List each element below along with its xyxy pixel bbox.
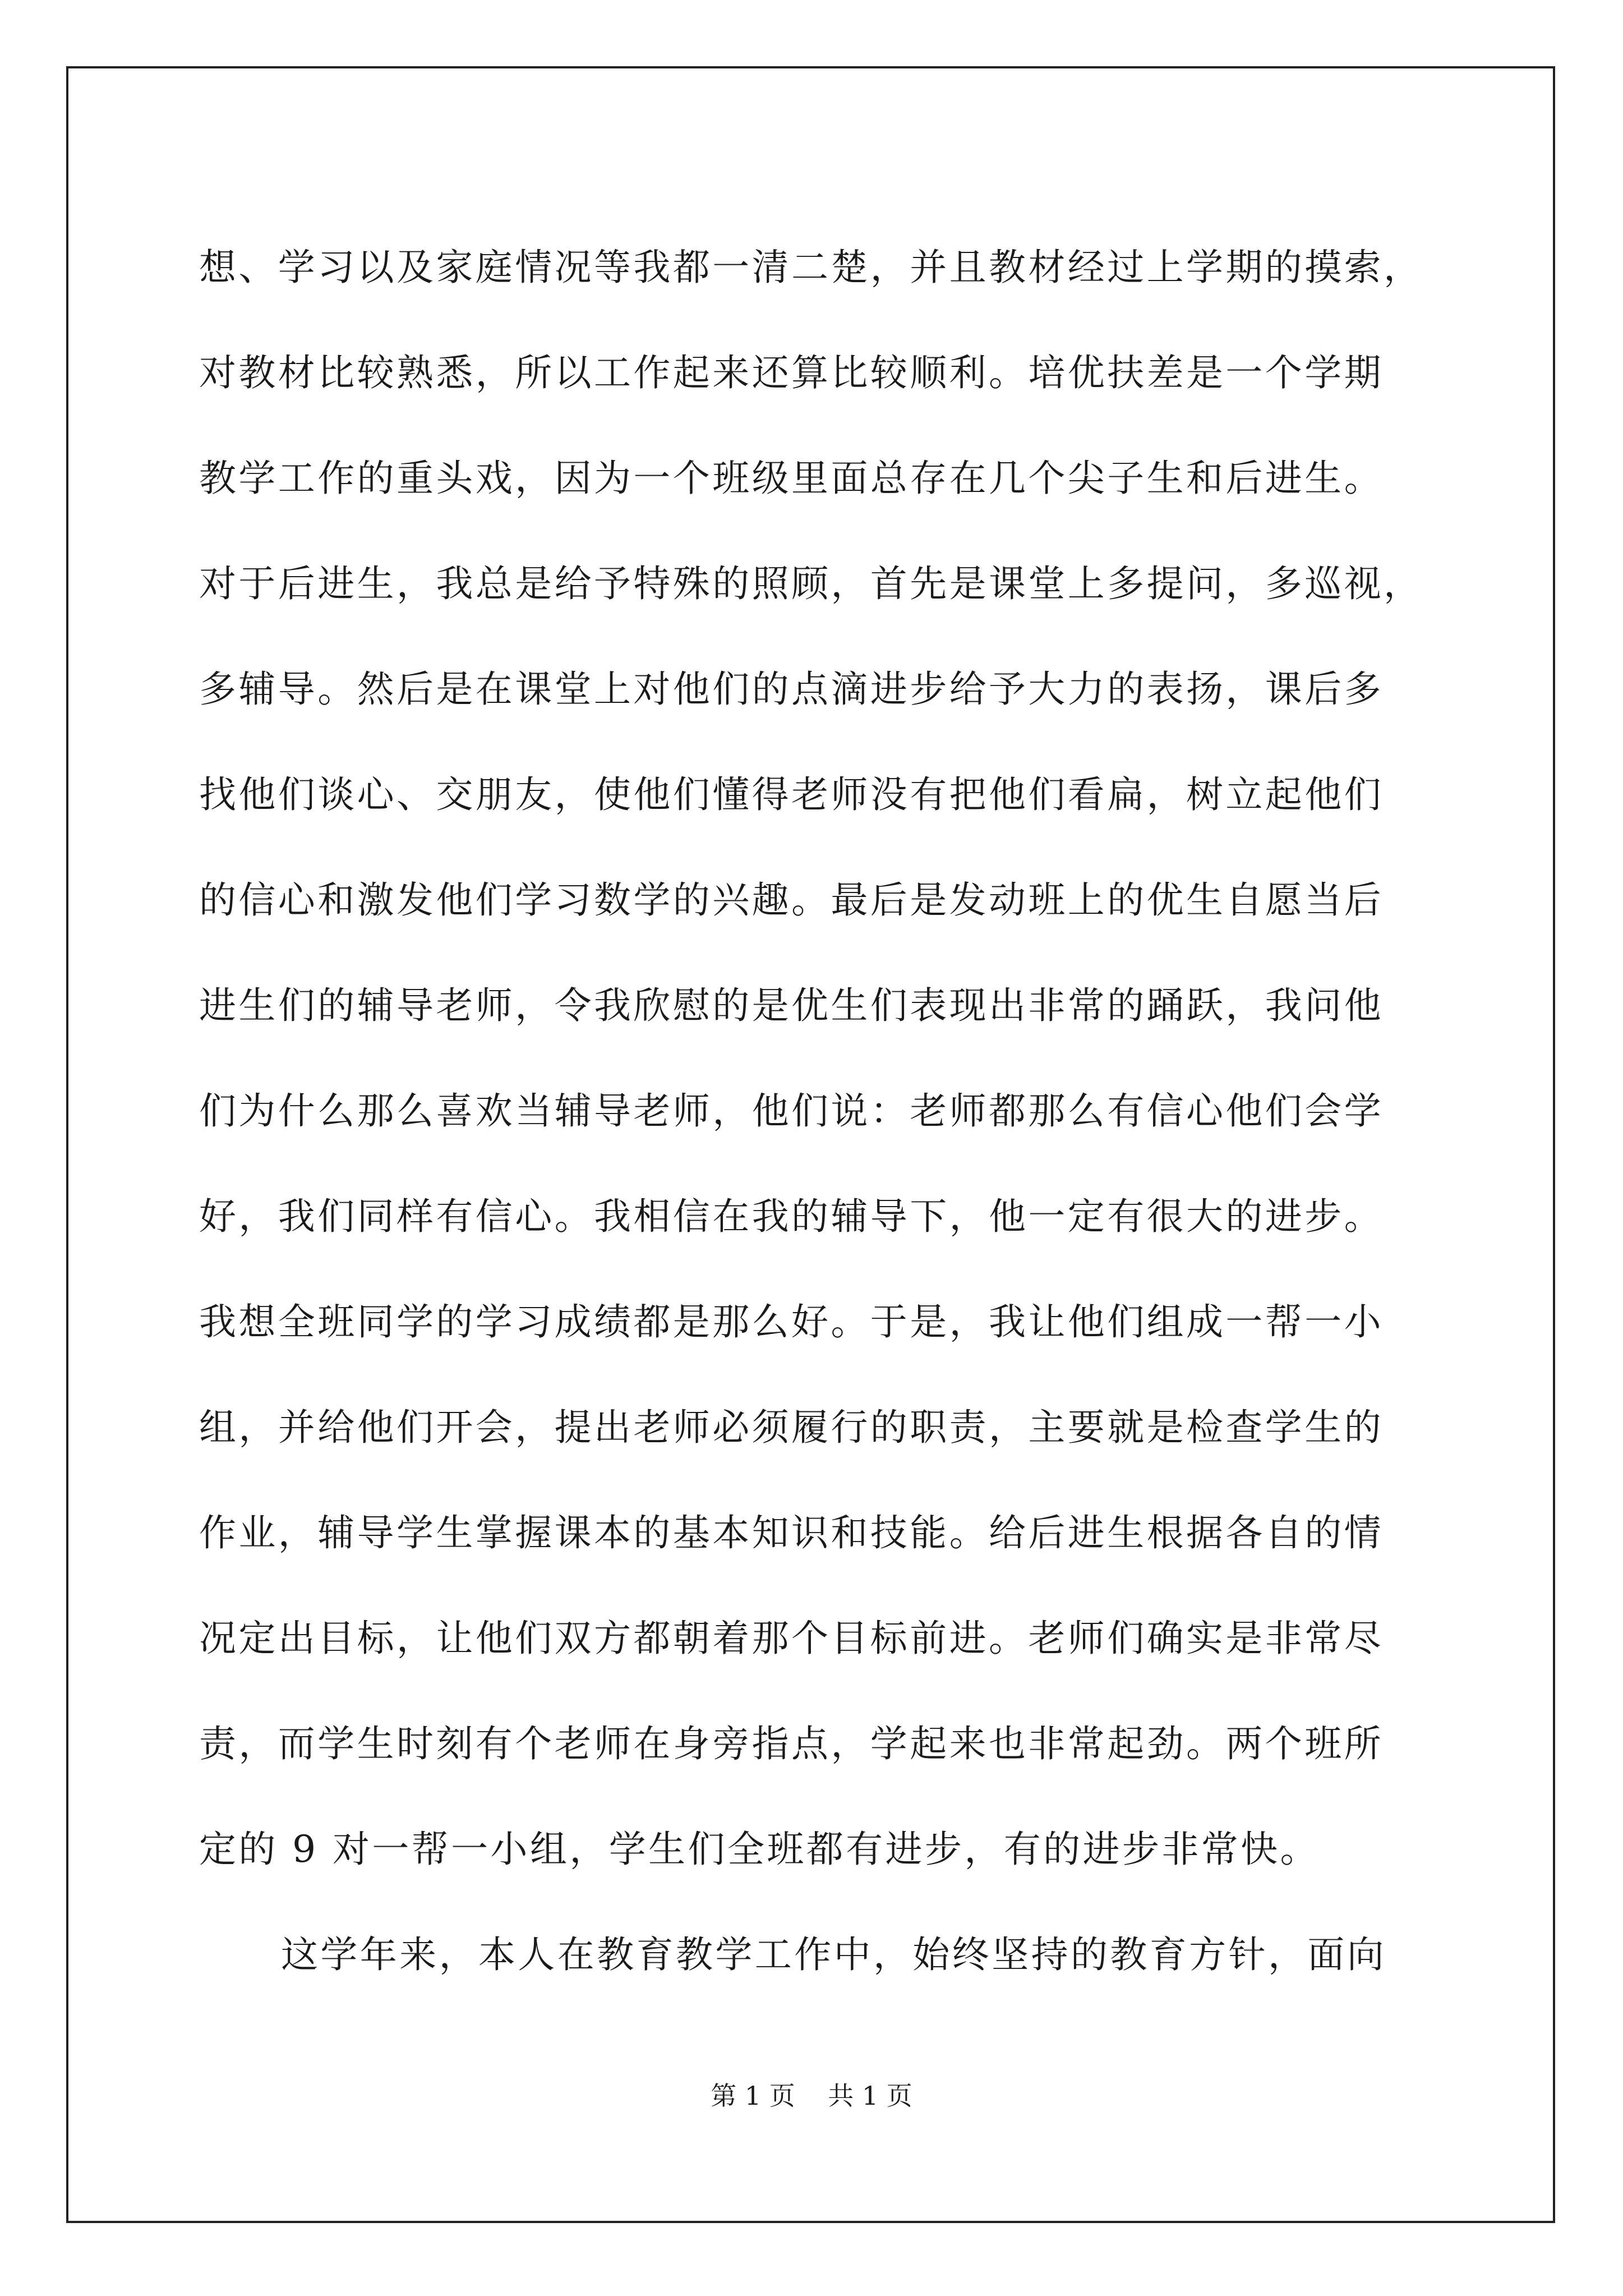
page-number-footer: 第 1 页 共 1 页: [711, 2081, 912, 2111]
text-line: 对教材比较熟悉，所以工作起来还算比较顺利。培优扶差是一个学期: [199, 351, 1384, 394]
text-line: 责，而学生时刻有个老师在身旁指点，学起来也非常起劲。两个班所: [199, 1722, 1384, 1765]
text-line: 况定出目标，让他们双方都朝着那个目标前进。老师们确实是非常尽: [199, 1617, 1384, 1660]
text-line: 想、学习以及家庭情况等我都一清二楚，并且教材经过上学期的摸索，: [199, 246, 1423, 289]
text-line: 定的 9 对一帮一小组，学生们全班都有进步，有的进步非常快。: [199, 1828, 1320, 1871]
text-line: 我想全班同学的学习成绩都是那么好。于是，我让他们组成一帮一小: [199, 1300, 1384, 1343]
text-line: 的信心和激发他们学习数学的兴趣。最后是发动班上的优生自愿当后: [199, 878, 1384, 922]
text-line: 多辅导。然后是在课堂上对他们的点滴进步给予大力的表扬，课后多: [199, 668, 1384, 711]
text-line: 作业，辅导学生掌握课本的基本知识和技能。给后进生根据各自的情: [199, 1511, 1384, 1554]
document-body: [199, 215, 1427, 2008]
text-line: 好，我们同样有信心。我相信在我的辅导下，他一定有很大的进步。: [199, 1195, 1384, 1238]
text-line: 教学工作的重头戏，因为一个班级里面总存在几个尖子生和后进生。: [199, 457, 1384, 500]
text-line: 进生们的辅导老师，令我欣慰的是优生们表现出非常的踊跃，我问他: [199, 984, 1384, 1027]
text-line: 组，并给他们开会，提出老师必须履行的职责，主要就是检查学生的: [199, 1406, 1384, 1449]
text-line: 对于后进生，我总是给予特殊的照顾，首先是课堂上多提问，多巡视，: [199, 562, 1423, 605]
text-line: 们为什么那么喜欢当辅导老师，他们说：老师都那么有信心他们会学: [199, 1089, 1384, 1133]
text-line: 找他们谈心、交朋友，使他们懂得老师没有把他们看扁，树立起他们: [199, 773, 1384, 816]
paragraph-start-line: 这学年来，本人在教育教学工作中，始终坚持的教育方针，面向: [281, 1933, 1387, 1976]
